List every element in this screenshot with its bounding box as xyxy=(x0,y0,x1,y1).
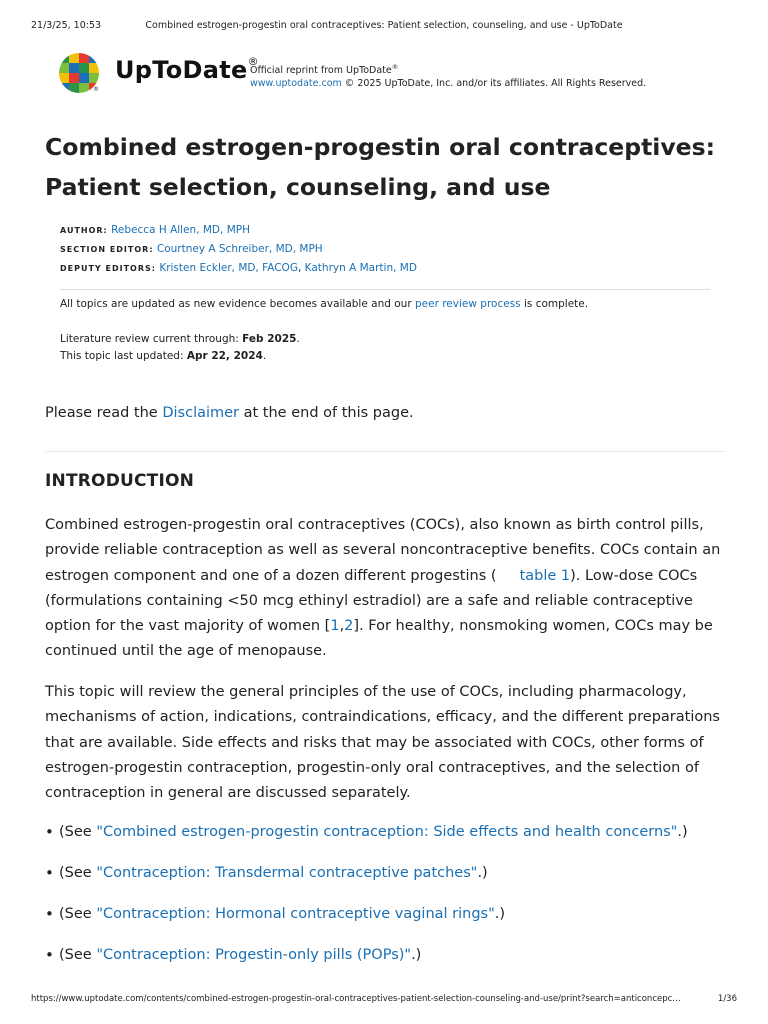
related-topic-link[interactable]: "Contraception: Progestin-only pills (POPs)" xyxy=(96,947,412,963)
divider xyxy=(60,289,710,290)
list-item: • (See "Contraception: Hormonal contraceptive vaginal rings".) xyxy=(45,903,725,944)
article-credits: AUTHOR: Rebecca H Allen, MD, MPH SECTION EDITOR: Courtney A Schreiber, MD, MPH DEPUTY EDITORS: Kristen Eckler, MD, FACOG, Kathryn A Martin, MD xyxy=(60,224,417,274)
uptodate-site-link[interactable]: www.uptodate.com xyxy=(250,78,342,90)
list-item: • (See "Contraception: Progestin-only pills (POPs)".) xyxy=(45,944,725,985)
logo-tile xyxy=(59,63,69,73)
logo-tile xyxy=(79,83,89,93)
logo-tile xyxy=(79,63,89,73)
divider xyxy=(45,451,725,452)
author-label: AUTHOR: xyxy=(60,226,108,235)
disclaimer-note: Please read the Disclaimer at the end of this page. xyxy=(45,405,414,421)
logo-tile xyxy=(59,73,69,83)
logo-tile xyxy=(69,83,79,93)
copyright-text: © 2025 UpToDate, Inc. and/or its affiliates. All Rights Reserved. xyxy=(341,78,647,90)
reference-link[interactable]: 1 xyxy=(330,618,340,635)
deputy-editor-link[interactable]: Kristen Eckler, MD, FACOG xyxy=(159,262,298,274)
intro-paragraph-1: Combined estrogen-progestin oral contraceptives (COCs), also known as birth control pills, provide reliable contraception as well as several noncontraceptive benefits. COCs contain an estrogen component and one of a dozen different progestins ( table 1). Low-dose COCs (formulations containing <50 mcg ethinyl estradiol) are a safe and reliable contraceptive option for the vast majority of women [1,2]. For healthy, nonsmoking women, COCs may be continued until the age of menopause. xyxy=(45,517,721,660)
logo-tile xyxy=(69,53,79,63)
related-topic-link[interactable]: "Combined estrogen-progestin contraception: Side effects and health concerns" xyxy=(96,824,678,840)
deputy-editors-label: DEPUTY EDITORS: xyxy=(60,264,156,273)
brand-name: UpToDate® xyxy=(115,55,259,84)
logo-tile xyxy=(59,83,69,93)
logo-tile xyxy=(79,53,89,63)
related-topic-link[interactable]: "Contraception: Transdermal contraceptive patches" xyxy=(96,865,478,881)
disclaimer-link[interactable]: Disclaimer xyxy=(162,405,240,421)
section-editor-link[interactable]: Courtney A Schreiber, MD, MPH xyxy=(156,243,323,255)
article-title: Combined estrogen-progestin oral contraceptives: Patient selection, counseling, and use xyxy=(45,133,716,201)
print-footer xyxy=(31,994,737,1008)
print-doc-title: Combined estrogen-progestin oral contraceptives: Patient selection, counseling, and use - UpToDate xyxy=(145,20,623,31)
reprint-line: Official reprint from UpToDate xyxy=(250,65,392,77)
print-url: https://www.uptodate.com/contents/combined-estrogen-progestin-oral-contraceptives-patient-selection-counseling-and-use/print?search=anticoncepc… xyxy=(31,994,681,1004)
peer-review-link[interactable]: peer review process xyxy=(414,298,521,310)
logo-tile xyxy=(89,73,99,83)
related-topics-list xyxy=(45,821,725,985)
section-editor-label: SECTION EDITOR: xyxy=(60,245,154,254)
literature-info: Literature review current through: Feb 2025. This topic last updated: Apr 22, 2024. xyxy=(60,333,300,362)
deputy-editor-link[interactable]: Kathryn A Martin, MD xyxy=(304,262,417,274)
logo-tile xyxy=(69,63,79,73)
logo-tile xyxy=(69,73,79,83)
logo-tile xyxy=(89,63,99,73)
brand-reg-mark: ® xyxy=(247,55,259,68)
logo-tile xyxy=(89,53,99,63)
reference-link[interactable]: 2 xyxy=(344,618,354,635)
updated-date: Apr 22, 2024 xyxy=(186,350,263,362)
logo-tile xyxy=(59,53,69,63)
author-link[interactable]: Rebecca H Allen, MD, MPH xyxy=(111,224,250,236)
logo-reg-mark: ® xyxy=(93,86,99,93)
section-heading-introduction: INTRODUCTION xyxy=(45,471,195,491)
print-date: 21/3/25, 10:53 xyxy=(31,20,102,31)
reprint-info: Official reprint from UpToDate® www.uptodate.com © 2025 UpToDate, Inc. and/or its affiliates. All Rights Reserved. xyxy=(250,63,647,90)
logo-tile xyxy=(79,73,89,83)
related-topic-link[interactable]: "Contraception: Hormonal contraceptive vaginal rings" xyxy=(96,906,495,922)
list-item: • (See "Contraception: Transdermal contraceptive patches".) xyxy=(45,862,725,903)
print-header xyxy=(31,20,737,34)
page-number: 1/36 xyxy=(717,994,737,1004)
review-date: Feb 2025 xyxy=(242,333,297,345)
list-item: • (See "Combined estrogen-progestin contraception: Side effects and health concerns".) xyxy=(45,821,725,862)
intro-paragraph-2: This topic will review the general principles of the use of COCs, including pharmacology, mechanisms of action, indications, contraindications, efficacy, and the different preparations that are available. Side effects and risks that may be associated with COCs, other forms of estrogen-progestin contraception, progestin-only oral contraceptives, and the selection of contraception in general are discussed separately. xyxy=(45,684,720,802)
update-note: All topics are updated as new evidence becomes available and our peer review process is complete. xyxy=(60,298,589,310)
table-1-link[interactable]: table 1 xyxy=(519,567,571,584)
